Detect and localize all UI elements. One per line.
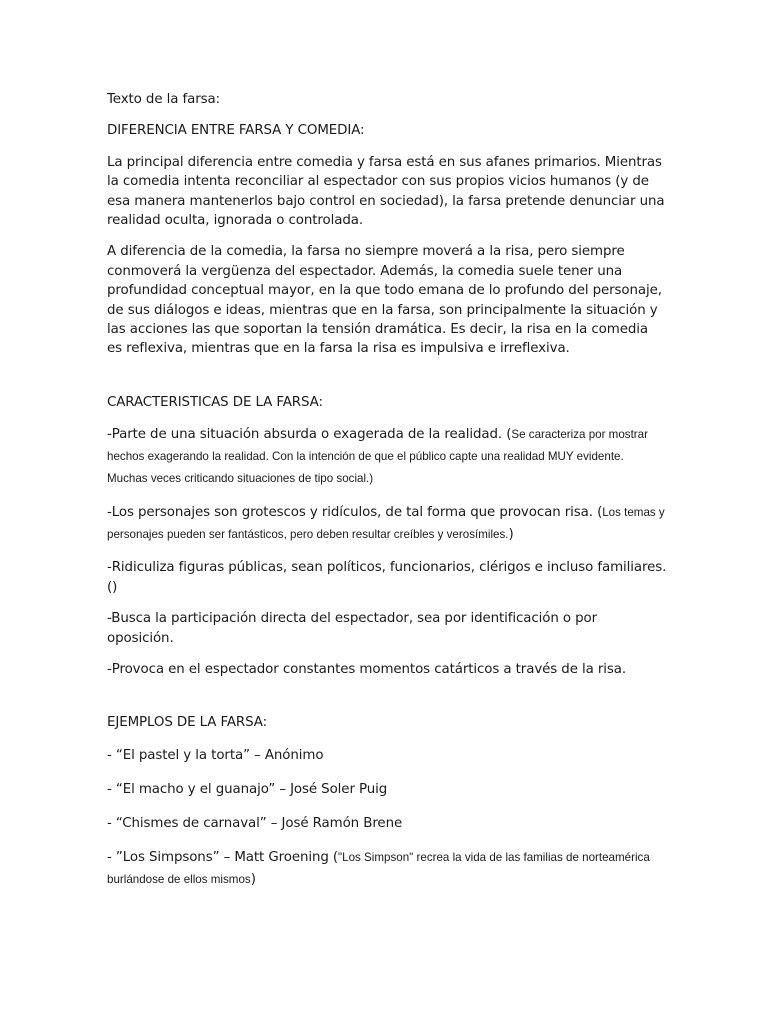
example-text: - ”Los Simpsons” – Matt Groening ( bbox=[107, 849, 339, 865]
section-spacer bbox=[107, 371, 667, 393]
characteristic-item bbox=[107, 502, 667, 546]
characteristic-item bbox=[107, 424, 667, 490]
intro-label: Texto de la farsa: bbox=[107, 92, 221, 107]
characteristic-note: Los temas y personajes pueden ser fantásticos, pero deben resultar creíbles y verosímiles. bbox=[107, 506, 665, 542]
difference-paragraph-1: La principal diferencia entre comedia y farsa está en sus afanes primarios. Mientras la comedia intenta reconciliar al espectador con sus propios vicios humanos (y de esa manera mantenerlos bajo control en sociedad), la farsa pretende denunciar una realidad oculta, ignorada o controlada. bbox=[107, 154, 665, 229]
characteristics-heading: CARACTERISTICAS DE LA FARSA: bbox=[107, 394, 323, 410]
section-spacer bbox=[107, 691, 667, 713]
example-item: - “El macho y el guanajo” – José Soler Puig bbox=[107, 781, 388, 797]
characteristic-close: ) bbox=[508, 527, 514, 543]
difference-paragraph-2: A diferencia de la comedia, la farsa no siempre moverá a la risa, pero siempre conmoverá la vergüenza del espectador. Además, la comedia suele tener una profundidad conceptual mayor, en la que todo emana de lo profundo del personaje, de sus diálogos e ideas, mientras que en la farsa, son principalmente la situación y las acciones las que soportan la tensión dramática. Es decir, la risa en la comedia es reflexiva, mientras que en la farsa la risa es impulsiva e irreflexiva. bbox=[107, 244, 662, 357]
document-page bbox=[107, 90, 667, 903]
example-close: ) bbox=[250, 871, 256, 887]
characteristic-text: -Parte de una situación absurda o exagerada de la realidad. ( bbox=[107, 427, 512, 443]
example-item: - “Chismes de carnaval” – José Ramón Brene bbox=[107, 815, 403, 831]
example-note: "Los Simpson" recrea la vida de las familias de norteamérica burlándose de ellos mismos bbox=[107, 850, 650, 886]
examples-heading: EJEMPLOS DE LA FARSA: bbox=[107, 715, 268, 731]
example-item: - “El pastel y la torta” – Anónimo bbox=[107, 747, 324, 763]
characteristic-item: -Ridiculiza figuras públicas, sean políticos, funcionarios, clérigos e incluso familiares. () bbox=[107, 560, 667, 595]
difference-heading: DIFERENCIA ENTRE FARSA Y COMEDIA: bbox=[107, 123, 365, 139]
characteristic-note: Se caracteriza por mostrar hechos exagerando la realidad. Con la intención de que el público capte una realidad MUY evidente. Muchas veces criticando situaciones de tipo social.) bbox=[107, 428, 648, 486]
characteristic-item: -Busca la participación directa del espectador, sea por identificación o por oposición. bbox=[107, 611, 598, 646]
characteristic-item: -Provoca en el espectador constantes momentos catárticos a través de la risa. bbox=[107, 661, 627, 677]
characteristic-text: -Los personajes son grotescos y ridículos, de tal forma que provocan risa. ( bbox=[107, 505, 603, 521]
example-item bbox=[107, 847, 667, 891]
